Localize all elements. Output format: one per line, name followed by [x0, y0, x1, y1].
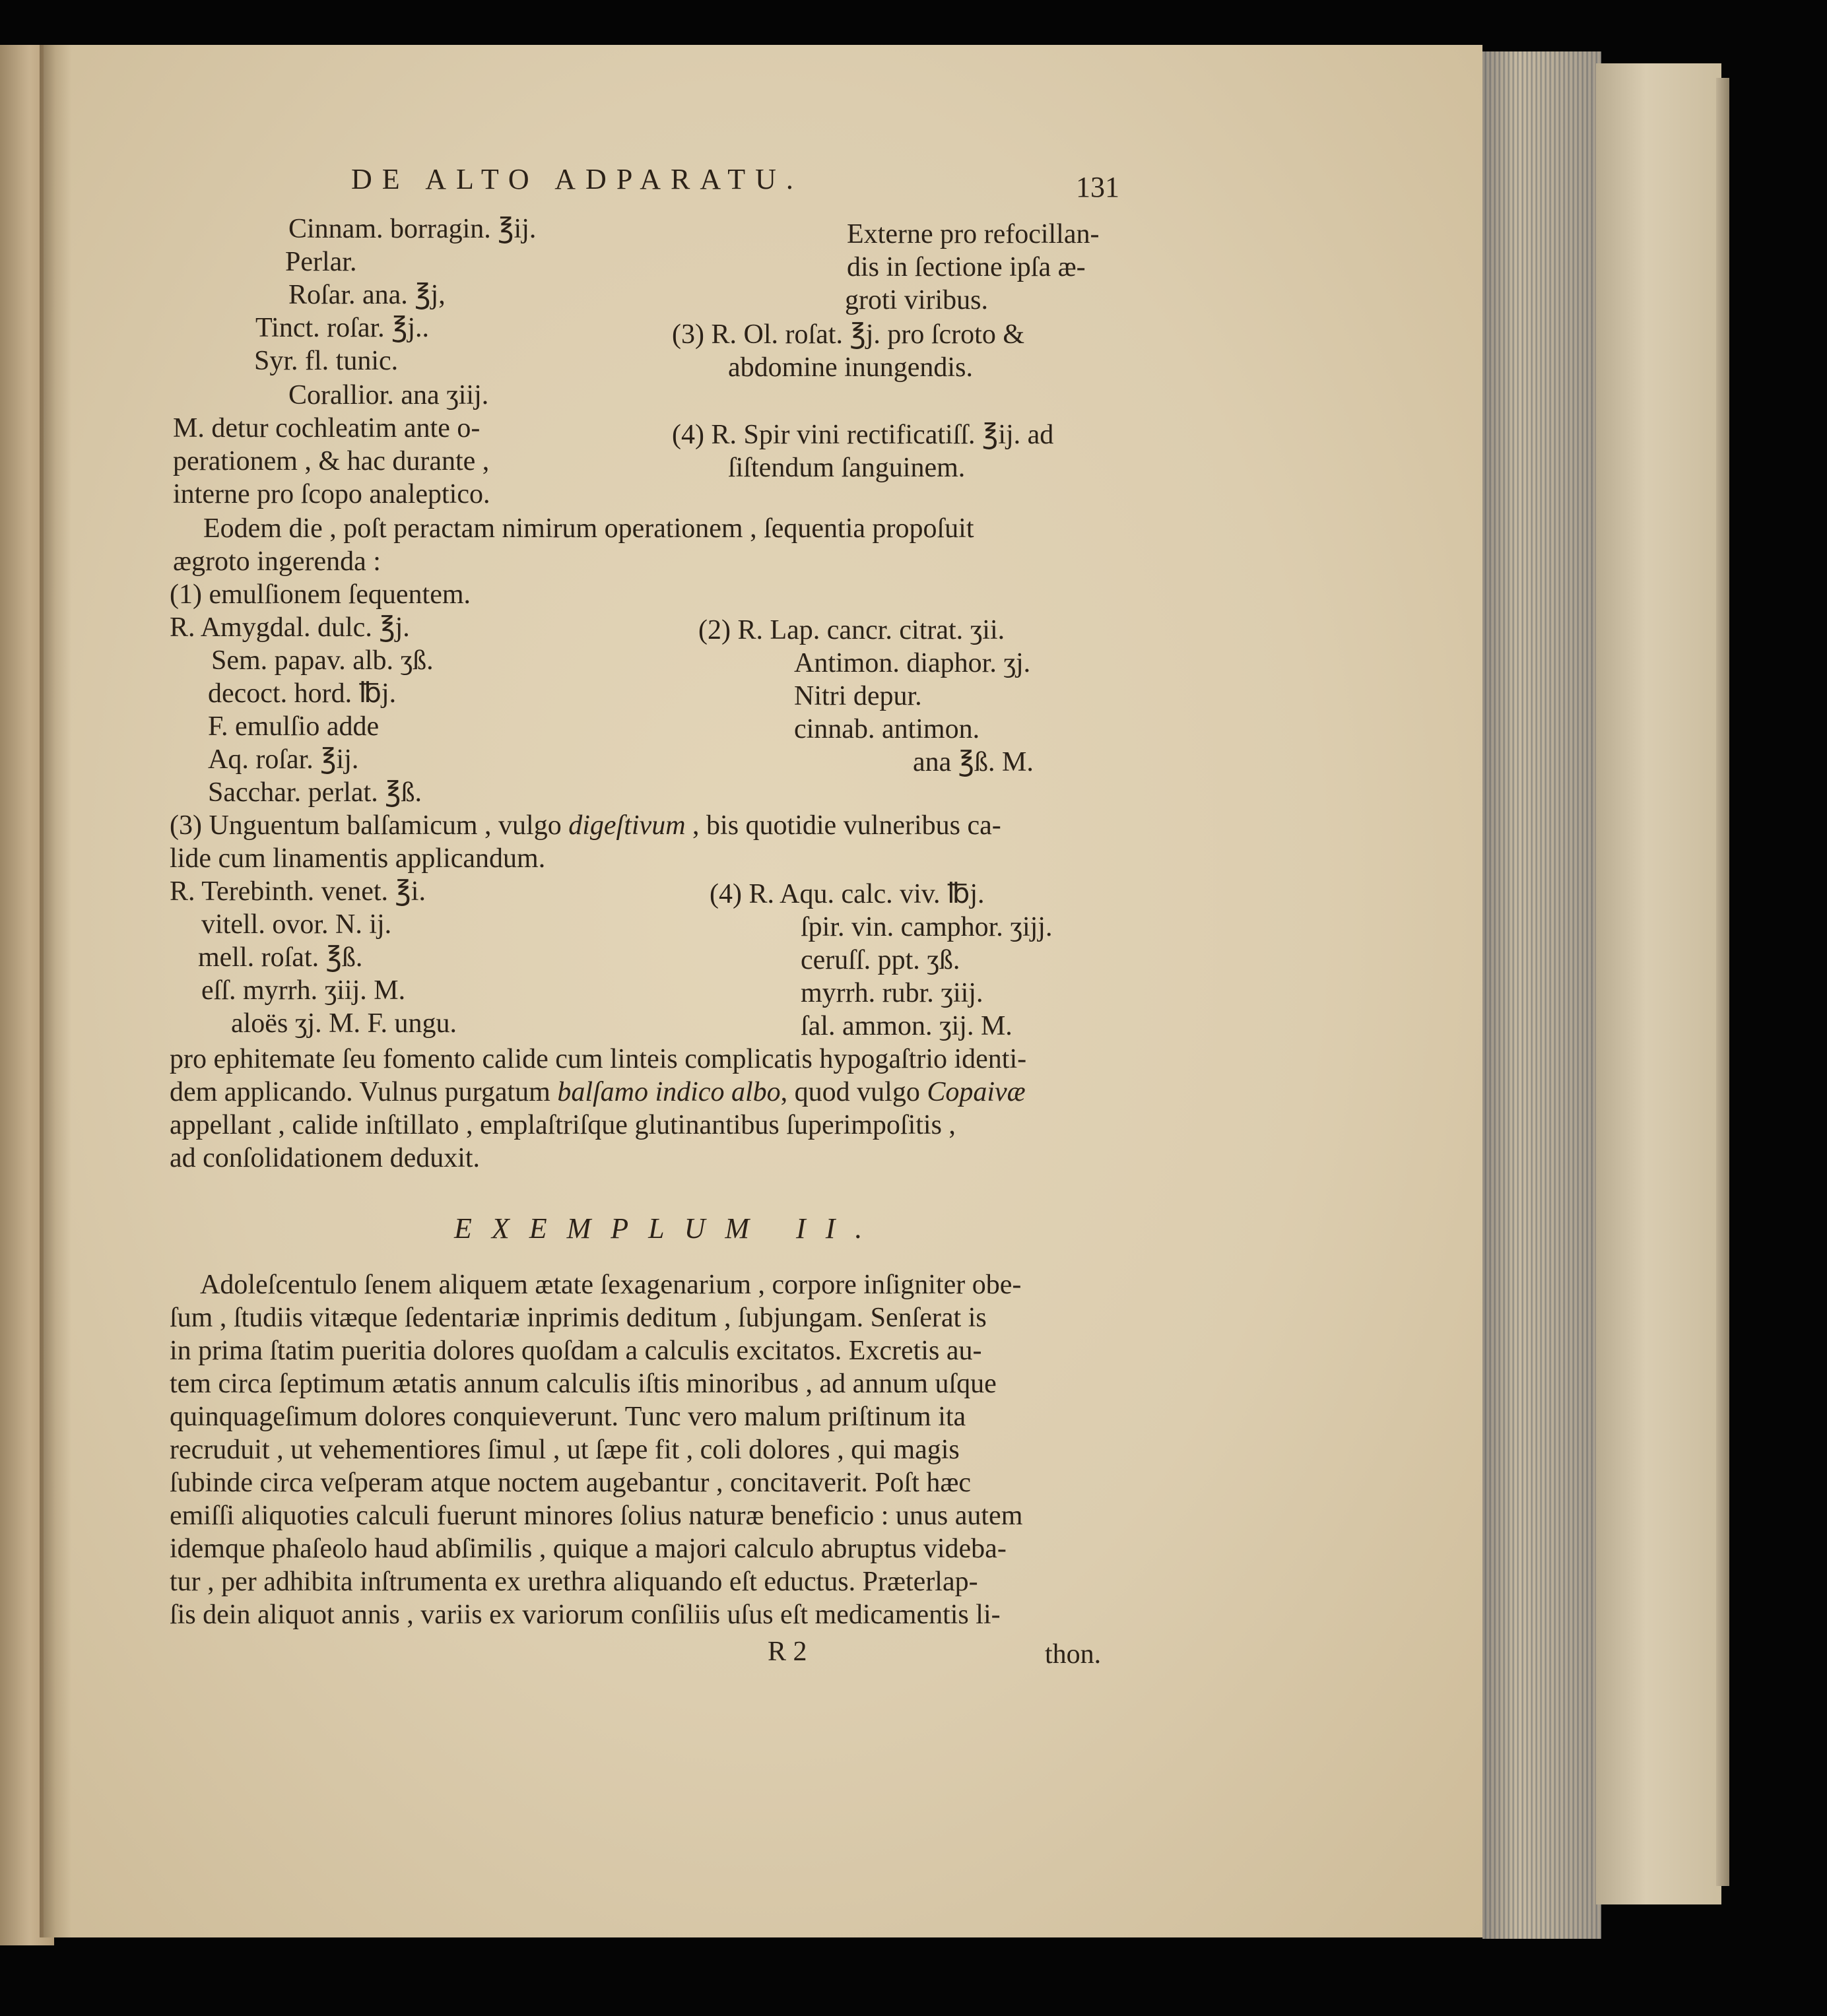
- recipe-line: (4) R. Aqu. calc. viv. ℔j.: [710, 879, 985, 909]
- recipe-line: Nitri depur.: [794, 681, 922, 711]
- recipe-line: Perlar.: [285, 247, 357, 277]
- recipe-line: cinnab. antimon.: [794, 714, 980, 744]
- book-cover-board: [1596, 63, 1721, 1904]
- signature-mark: R 2: [768, 1637, 807, 1667]
- recipe-line: Tinct. roſar. ℥j..: [255, 313, 430, 343]
- recipe-line: decoct. hord. ℔j.: [208, 678, 397, 709]
- recipe-line: ſal. ammon. ʒij. M.: [801, 1011, 1013, 1041]
- recipe-line: aloës ʒj. M. F. ungu.: [231, 1008, 457, 1039]
- recipe-line: dis in ſectione ipſa æ-: [847, 252, 1086, 282]
- page-block-shade: [1482, 51, 1601, 1939]
- recipe-line: Roſar. ana. ℥j,: [288, 280, 446, 310]
- recipe-line: myrrh. rubr. ʒiij.: [801, 978, 983, 1008]
- text-line: (1) emulſionem ſequentem.: [170, 579, 471, 610]
- recipe-line: Aq. roſar. ℥ij.: [208, 744, 359, 775]
- text-line: (3) Unguentum balſamicum , vulgo digeſtivum , bis quotidie vulneribus ca-: [170, 810, 1001, 841]
- recipe-line: abdomine inungendis.: [728, 352, 973, 383]
- text-line: quinquageſimum dolores conquieverunt. Tunc vero malum priſtinum ita: [170, 1402, 966, 1432]
- page-number: 131: [1076, 171, 1119, 203]
- recipe-line: Externe pro refocillan-: [847, 219, 1100, 249]
- running-title: DE ALTO ADPARATU.: [351, 163, 803, 195]
- text-line: tem circa ſeptimum ætatis annum calculis iſtis minoribus , ad annum uſque: [170, 1369, 997, 1399]
- recipe-line: perationem , & hac durante ,: [173, 446, 490, 476]
- recipe-line: Cinnam. borragin. ℥ij.: [288, 214, 537, 244]
- recipe-line: (2) R. Lap. cancr. citrat. ʒii.: [698, 615, 1005, 645]
- book-cover-edge: [1716, 78, 1729, 1886]
- text-line: ſum , ſtudiis vitæque ſedentariæ inprimis deditum , ſubjungam. Senſerat is: [170, 1303, 987, 1333]
- recipe-line: R. Terebinth. venet. ℥i.: [170, 876, 426, 907]
- recipe-line: vitell. ovor. N. ij.: [201, 909, 392, 940]
- text-line: idemque phaſeolo haud abſimilis , quique a majori calculo abruptus videba-: [170, 1534, 1007, 1564]
- recipe-line: Sem. papav. alb. ʒß.: [211, 645, 434, 676]
- recipe-line: interne pro ſcopo analeptico.: [173, 479, 490, 509]
- recipe-line: ſpir. vin. camphor. ʒijj.: [801, 912, 1053, 942]
- text-line: recruduit , ut vehementiores ſimul , ut ſæpe fit , coli dolores , qui magis: [170, 1435, 960, 1465]
- text-line: Eodem die , poſt peractam nimirum operationem , ſequentia propoſuit: [203, 513, 974, 544]
- recipe-line: eſſ. myrrh. ʒiij. M.: [201, 975, 406, 1006]
- recipe-line: R. Amygdal. dulc. ℥j.: [170, 612, 410, 643]
- section-heading: EXEMPLUM II.: [454, 1212, 882, 1245]
- text-line: ſis dein aliquot annis , variis ex variorum conſiliis uſus eſt medicamentis li-: [170, 1600, 1001, 1630]
- text-line: ſubinde circa veſperam atque noctem augebantur , concitaverit. Poſt hæc: [170, 1468, 972, 1498]
- recipe-line: groti viribus.: [845, 285, 988, 315]
- recipe-line: (4) R. Spir vini rectificatiſſ. ℥ij. ad: [672, 420, 1054, 450]
- text-line: appellant , calide inſtillato , emplaſtriſque glutinantibus ſuperimpoſitis ,: [170, 1110, 956, 1140]
- recipe-line: ceruſſ. ppt. ʒß.: [801, 945, 960, 975]
- text-line: ægroto ingerenda :: [173, 546, 381, 577]
- recipe-line: Syr. fl. tunic.: [254, 346, 399, 376]
- recipe-line: Antimon. diaphor. ʒj.: [794, 648, 1031, 678]
- text-line: in prima ſtatim pueritia dolores quoſdam a calculis excitatos. Excretis au-: [170, 1336, 982, 1366]
- recipe-line: Sacchar. perlat. ℥ß.: [208, 777, 422, 808]
- recipe-line: Corallior. ana ʒiij.: [288, 380, 489, 410]
- text-line: Adoleſcentulo ſenem aliquem ætate ſexagenarium , corpore inſigniter obe-: [200, 1270, 1022, 1300]
- text-line: pro ephitemate ſeu fomento calide cum linteis complicatis hypogaſtrio identi-: [170, 1044, 1027, 1074]
- recipe-line: F. emulſio adde: [208, 711, 380, 742]
- text-line: tur , per adhibita inſtrumenta ex urethra aliquando eſt eductus. Præterlap-: [170, 1567, 978, 1597]
- recipe-line: ſiſtendum ſanguinem.: [728, 453, 966, 483]
- catchword: thon.: [1045, 1639, 1102, 1670]
- text-line: emiſſi aliquoties calculi fuerunt minores ſolius naturæ beneficio : unus autem: [170, 1501, 1023, 1531]
- recipe-line: mell. roſat. ℥ß.: [198, 942, 363, 973]
- page-gutter-shadow: [40, 45, 71, 1937]
- text-line: dem applicando. Vulnus purgatum balſamo indico albo, quod vulgo Copaivæ: [170, 1077, 1026, 1107]
- text-line: ad conſolidationem deduxit.: [170, 1143, 481, 1173]
- recipe-line: ana ℥ß. M.: [913, 747, 1034, 777]
- text-line: lide cum linamentis applicandum.: [170, 843, 546, 874]
- recipe-line: (3) R. Ol. roſat. ℥j. pro ſcroto &: [672, 319, 1025, 350]
- recipe-line: M. detur cochleatim ante o-: [173, 413, 481, 443]
